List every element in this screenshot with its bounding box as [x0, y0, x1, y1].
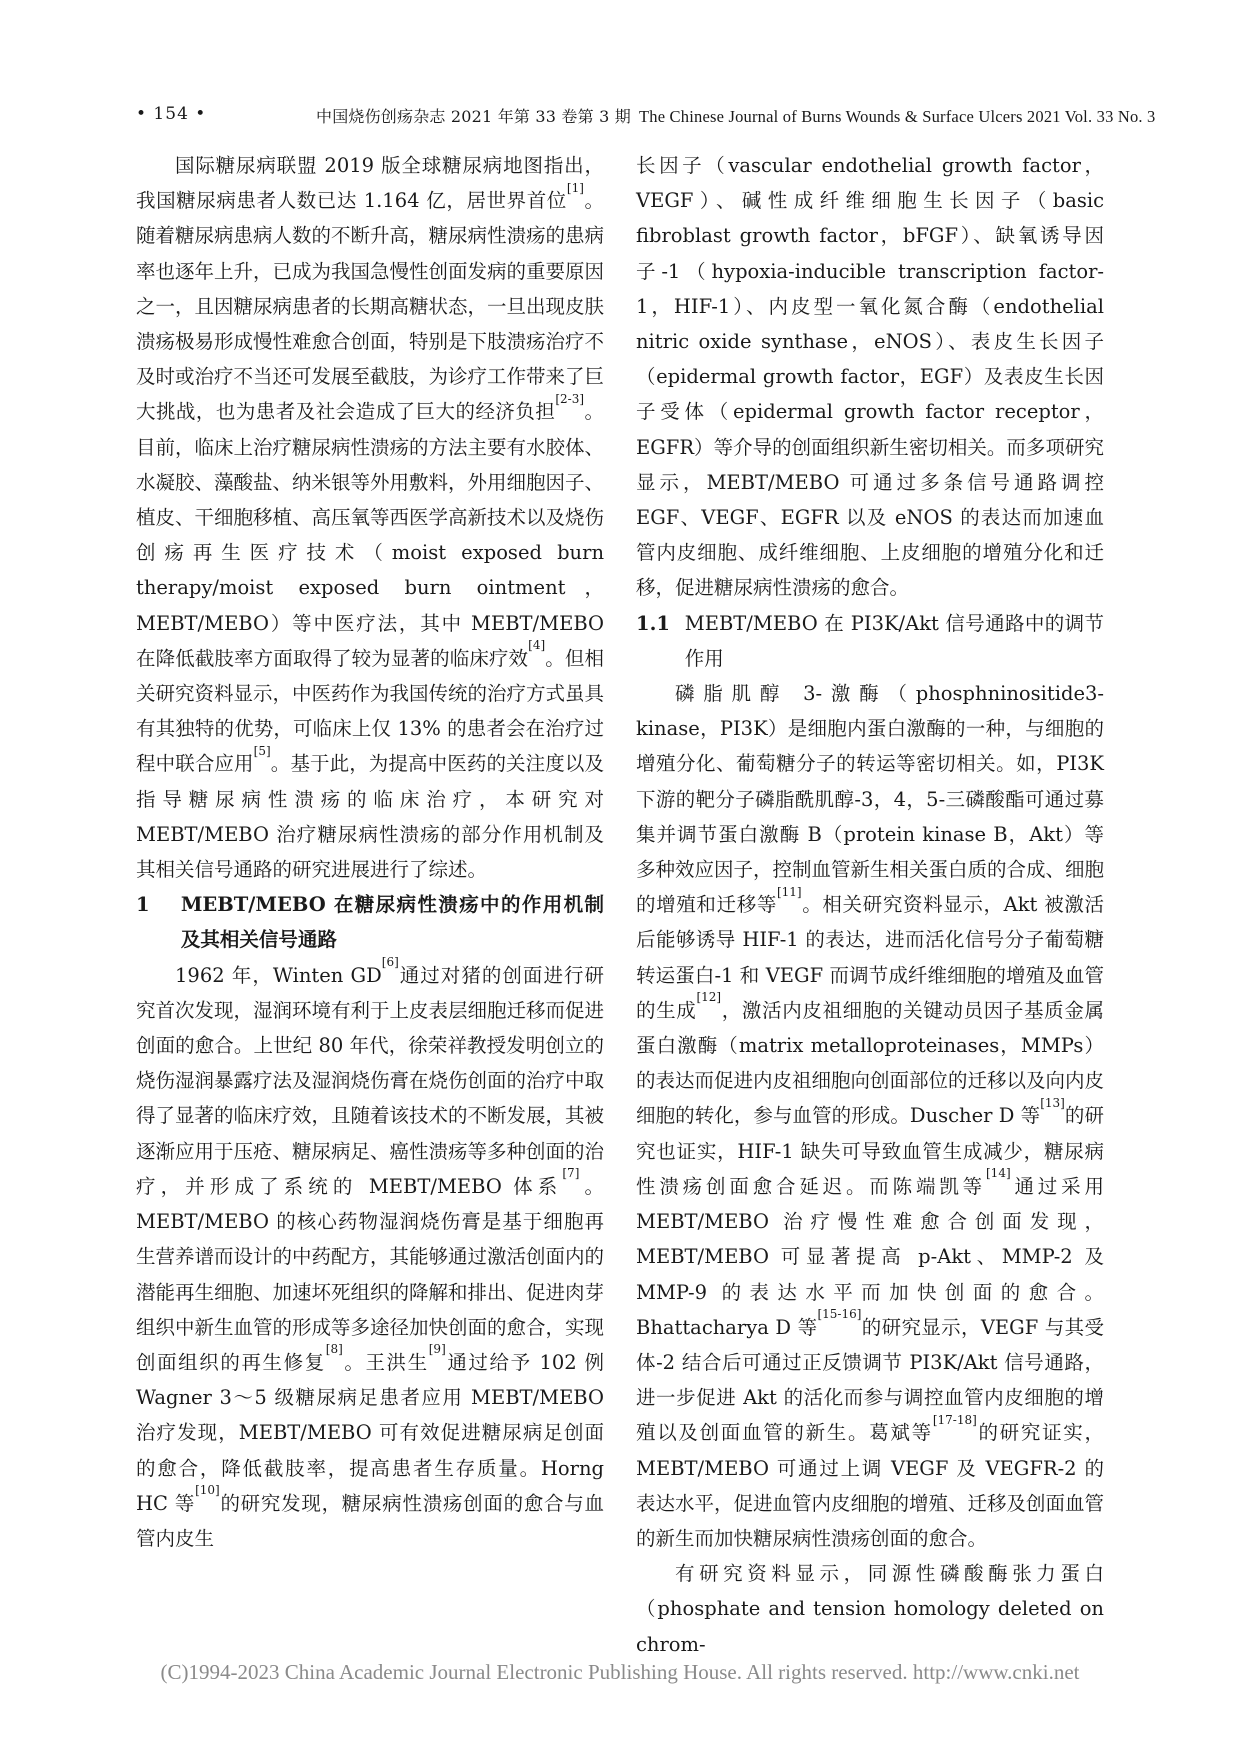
citation: [11] — [776, 884, 802, 899]
citation: [8] — [325, 1342, 343, 1357]
citation: [12] — [696, 990, 722, 1005]
paragraph: 1962 年，Winten GD[6]通过对猪的创面进行研究首次发现，湿润环境有利于上皮表层细胞迁移而促进创面的愈合。上世纪 80 年代，徐荣祥教授发明创立的烧伤湿润暴露疗法及湿润烧伤膏在烧伤创面的治疗中取得了显著的临床疗效，且随着该技术的不断发展，其被逐渐应用于压疮、糖尿病足、癌性溃疡等多种创面的治疗，并形成了系统的 MEBT/MEBO 体系[7]。MEBT/MEBO 的核心药物湿润烧伤膏是基于细胞再生营养谱而设计的中药配方，其能够通过激活创面内的潜能再生细胞、加速坏死组织的降解和排出、促进肉芽组织中新生血管的形成等多途径加快创面的愈合，实现创面组织的再生修复[8]。王洪生[9]通过给予 102 例 Wagner 3～5 级糖尿病足患者应用 MEBT/MEBO 治疗发现，MEBT/MEBO 可有效促进糖尿病足创面的愈合，降低截肢率，提高患者生存质量。Horng HC 等[10]的研究发现，糖尿病性溃疡创面的愈合与血管内皮生 — [136, 955, 605, 1550]
journal-title-en: The Chinese Journal of Burns Wounds & Surface Ulcers 2021 Vol. 33 No. 3 — [638, 107, 1156, 126]
citation: [2-3] — [555, 391, 585, 406]
right-column — [636, 148, 1104, 1662]
section-number: 1 — [136, 893, 150, 917]
page-number: • 154 • — [136, 104, 207, 124]
paragraph: 有研究资料显示，同源性磷酸酶张力蛋白（phosphate and tension homology deleted on chrom- — [636, 1562, 1104, 1656]
citation: [1] — [566, 180, 584, 195]
citation: [15-16] — [817, 1307, 862, 1322]
paragraph: 国际糖尿病联盟 2019 版全球糖尿病地图指出，我国糖尿病患者人数已达 1.164 亿，居世界首位[1]。随着糖尿病患病人数的不断升高，糖尿病性溃疡的患病率也逐年上升，已成为我国急慢性创面发病的重要原因之一，且因糖尿病患者的长期高糖状态，一旦出现皮肤溃疡极易形成慢性难愈合创面，特别是下肢溃疡治疗不及时或治疗不当还可发展至截肢，为诊疗工作带来了巨大挑战，也为患者及社会造成了巨大的经济负担[2-3]。目前，临床上治疗糖尿病性溃疡的方法主要有水胶体、水凝胶、藻酸盐、纳米银等外用敷料，外用细胞因子、植皮、干细胞移植、高压氧等西医学高新技术以及烧伤创疡再生医疗技术（moist exposed burn therapy/moist exposed burn ointment，MEBT/MEBO）等中医疗法，其中 MEBT/MEBO 在降低截肢率方面取得了较为显著的临床疗效[4]。但相关研究资料显示，中医药作为我国传统的治疗方式虽具有其独特的优势，可临床上仅 13% 的患者会在治疗过程中联合应用[5]。基于此，为提高中医药的关注度以及指导糖尿病性溃疡的临床治疗，本研究对 MEBT/MEBO 治疗糖尿病性溃疡的部分作用机制及其相关信号通路的研究进展进行了综述。 — [136, 154, 605, 882]
citation: [10] — [195, 1483, 220, 1498]
subsection-heading — [636, 606, 1104, 676]
citation: [7] — [562, 1166, 580, 1181]
section-title: MEBT/MEBO 在糖尿病性溃疡中的作用机制及其相关信号通路 — [180, 893, 604, 952]
subsection-title: MEBT/MEBO 在 PI3K/Akt 信号通路中的调节作用 — [684, 611, 1104, 670]
citation: [9] — [428, 1342, 446, 1357]
journal-running-title — [316, 104, 1156, 127]
section-heading — [136, 887, 604, 957]
paragraph: 长因子（vascular endothelial growth factor，VEGF）、碱性成纤维细胞生长因子（basic fibroblast growth factor，bFGF）、缺氧诱导因子-1（hypoxia-inducible transcription factor-1，HIF-1）、内皮型一氧化氮合酶（endothelial nitric oxide synthase，eNOS）、表皮生长因子（epidermal growth factor，EGF）及表皮生长因子受体（epidermal growth factor receptor，EGFR）等介导的创面组织新生密切相关。而多项研究显示，MEBT/MEBO 可通过多条信号通路调控 EGF、VEGF、EGFR 以及 eNOS 的表达而加速血管内皮细胞、成纤维细胞、上皮细胞的增殖分化和迁移，促进糖尿病性溃疡的愈合。 — [636, 154, 1104, 600]
paragraph: 磷脂肌醇 3-激酶（phosphninositide3-kinase，PI3K）是细胞内蛋白激酶的一种，与细胞的增殖分化、葡萄糖分子的转运等密切相关。如，PI3K 下游的靶分子磷脂酰肌醇-3，4，5-三磷酸酯可通过募集并调节蛋白激酶 B（protein kinase B，Akt）等多种效应因子，控制血管新生相关蛋白质的合成、细胞的增殖和迁移等[11]。相关研究资料显示，Akt 被激活后能够诱导 HIF-1 的表达，进而活化信号分子葡萄糖转运蛋白-1 和 VEGF 而调节成纤维细胞的增殖及血管的生成[12]，激活内皮祖细胞的关键动员因子基质金属蛋白激酶（matrix metalloproteinases，MMPs）的表达而促进内皮祖细胞向创面部位的迁移以及向内皮细胞的转化，参与血管的形成。Duscher D 等[13]的研究也证实，HIF-1 缺失可导致血管生成减少，糖尿病性溃疡创面愈合延迟。而陈端凯等[14]通过采用 MEBT/MEBO 治疗慢性难愈合创面发现，MEBT/MEBO 可显著提高 p-Akt、MMP-2 及 MMP-9 的表达水平而加快创面的愈合。Bhattacharya D 等[15-16]的研究显示，VEGF 与其受体-2 结合后可通过正反馈调节 PI3K/Akt 信号通路，进一步促进 Akt 的活化而参与调控血管内皮细胞的增殖以及创面血管的新生。葛斌等[17-18]的研究证实，MEBT/MEBO 可通过上调 VEGF 及 VEGFR-2 的表达水平，促进血管内皮细胞的增殖、迁移及创面血管的新生而加快糖尿病性溃疡创面的愈合。 — [636, 682, 1105, 1550]
citation: [17-18] — [932, 1412, 977, 1427]
subsection-number: 1.1 — [636, 611, 670, 635]
citation: [14] — [986, 1166, 1011, 1181]
copyright-footer: (C)1994-2023 China Academic Journal Electronic Publishing House. All rights reserved. http://www.cnki.net — [160, 1660, 1080, 1684]
left-column — [136, 148, 604, 1556]
citation: [6] — [381, 955, 399, 970]
citation: [13] — [1040, 1095, 1065, 1110]
journal-title-cn: 中国烧伤创疡杂志 2021 年第 33 卷第 3 期 — [316, 107, 631, 126]
page-header — [0, 0, 1240, 126]
citation: [4] — [528, 638, 546, 653]
citation: [5] — [253, 743, 271, 758]
